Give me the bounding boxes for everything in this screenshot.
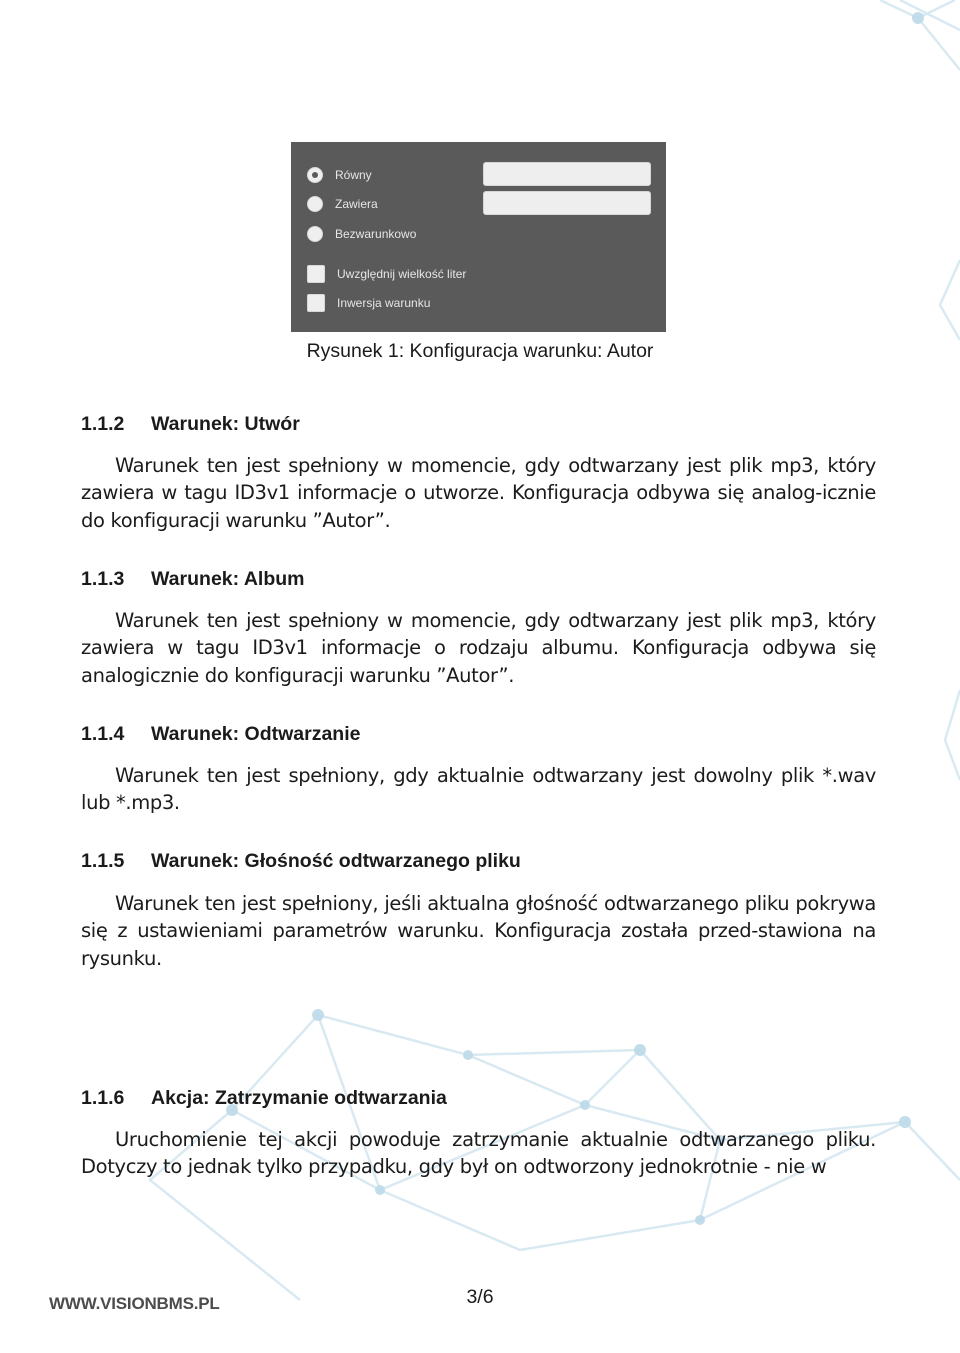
section-paragraph: Warunek ten jest spełniony w momencie, gdy odtwarzany jest plik mp3, który zawiera w tagu ID3v1 informacje o utworze. Konfiguracja odbywa się analog-icznie do konfiguracji warunku ”Autor”.: [81, 454, 876, 532]
radio-option-label: Bezwarunkowo: [335, 227, 417, 241]
radio-option-bezwarunkowo[interactable]: [307, 225, 416, 243]
section-title: Warunek: Głośność odtwarzanego pliku: [151, 850, 521, 872]
checkbox[interactable]: [307, 294, 325, 312]
section-heading-1-1-3: [81, 568, 304, 591]
condition-config-screenshot: [291, 142, 666, 332]
radio-option-label: Zawiera: [335, 197, 378, 211]
checkbox[interactable]: [307, 265, 325, 283]
checkbox-inverse-condition[interactable]: [307, 294, 430, 312]
section-title: Akcja: Zatrzymanie odtwarzania: [151, 1087, 447, 1109]
section-heading-1-1-2: [81, 413, 300, 436]
radio-button[interactable]: [307, 226, 323, 242]
page-number: 3/6: [466, 1286, 494, 1308]
radio-button[interactable]: [307, 196, 323, 212]
section-heading-1-1-4: [81, 723, 360, 746]
section-heading-1-1-5: [81, 850, 521, 873]
section-number: 1.1.2: [81, 413, 125, 435]
footer-logo-text: WWW.VISIONBMS.PL: [49, 1294, 220, 1313]
radio-option-zawiera[interactable]: [307, 195, 378, 213]
radio-option-label: Równy: [335, 168, 372, 182]
checkbox-case-sensitive[interactable]: [307, 265, 466, 283]
radio-option-rowny[interactable]: [307, 166, 372, 184]
section-paragraph: Warunek ten jest spełniony, gdy aktualnie odtwarzany jest dowolny plik *.wav lub *.mp3.: [81, 764, 876, 815]
section-heading-1-1-6: [81, 1087, 447, 1110]
section-paragraph: Warunek ten jest spełniony, jeśli aktualna głośność odtwarzanego pliku pokrywa się z ustawieniami parametrów warunku. Konfiguracja została przed-stawiona na rysunku.: [81, 892, 876, 970]
section-number: 1.1.6: [81, 1087, 125, 1109]
section-number: 1.1.4: [81, 723, 125, 745]
section-number: 1.1.3: [81, 568, 125, 590]
section-number: 1.1.5: [81, 850, 125, 872]
section-title: Warunek: Odtwarzanie: [151, 723, 361, 745]
section-title: Warunek: Utwór: [151, 413, 300, 435]
checkbox-label: Uwzględnij wielkość liter: [337, 267, 467, 281]
radio-button-checked[interactable]: [307, 167, 323, 183]
figure-caption: Rysunek 1: Konfiguracja warunku: Autor: [306, 340, 654, 362]
section-paragraph: Warunek ten jest spełniony w momencie, gdy odtwarzany jest plik mp3, który zawiera w tagu ID3v1 informacje o rodzaju albumu. Konfiguracja odbywa się analogicznie do konfiguracji warunku ”Autor”.: [81, 609, 876, 687]
text-field-value-2[interactable]: [483, 191, 651, 215]
text-field-value-1[interactable]: [483, 162, 651, 186]
section-paragraph: Uruchomienie tej akcji powoduje zatrzymanie aktualnie odtwarzanego pliku. Dotyczy to jednak tylko przypadku, gdy był on odtworzony jednokrotnie - nie w: [81, 1128, 876, 1179]
section-title: Warunek: Album: [151, 568, 305, 590]
checkbox-label: Inwersja warunku: [337, 296, 431, 310]
